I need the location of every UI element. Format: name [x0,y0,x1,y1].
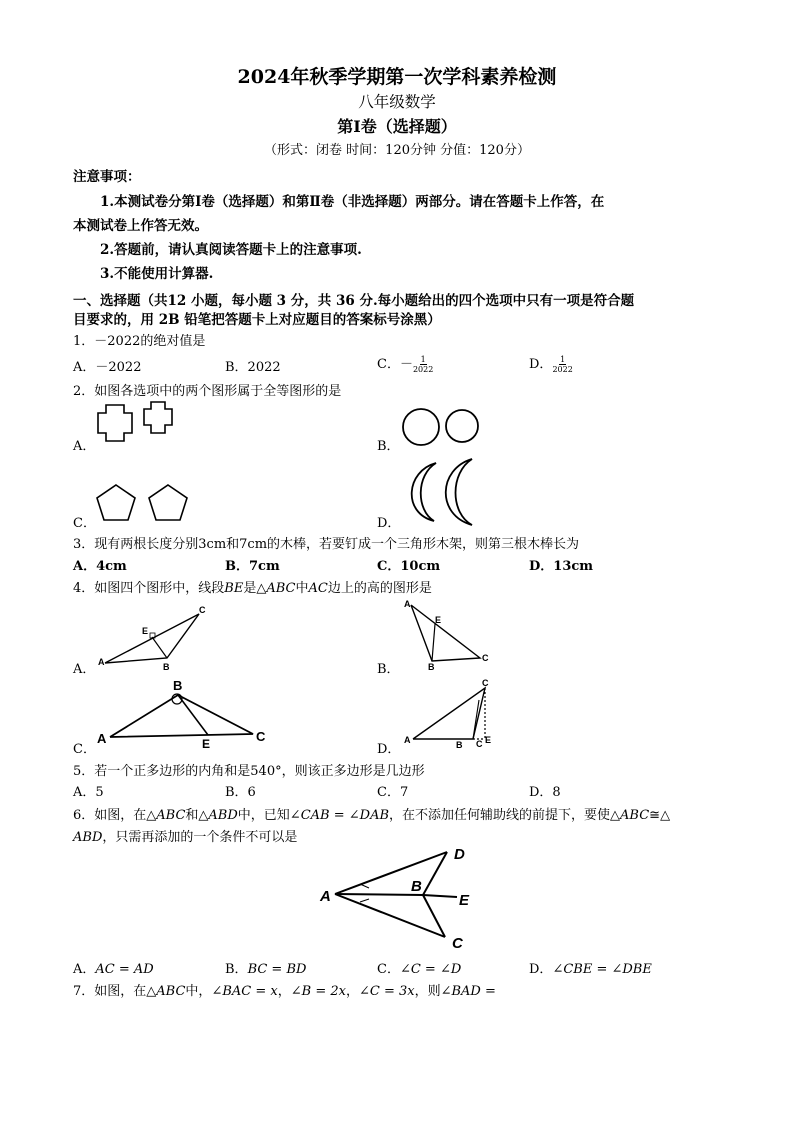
q6-option-c [377,958,461,977]
subject-title: 八年级数学 [358,93,436,111]
q6-stem-part4: ，只需再添加的一个条件不可以是 [102,830,298,845]
q6-stem-cab: CAB [300,808,330,823]
q1-d-denominator: 2022 [552,365,573,374]
q7-stem-abc: ABC [156,984,186,999]
q7-stem [73,980,496,999]
q4b-label-c: C [482,653,489,663]
q1-c-numerator: 1 [420,355,426,364]
q4-stem-part3: 中 [295,581,309,596]
q4a-label-a: A [98,657,105,667]
q4d-label-e: E [485,735,492,745]
q6-label-a: A [320,888,331,905]
notice-item-1-cont: 本测试卷上作答无效。 [73,218,208,234]
q3-option-a: A．4cm [73,559,127,574]
q6-option-a [73,958,154,977]
q6-stem-part2: 中，已知∠ [237,808,301,823]
q6-figure [315,842,490,954]
q4-stem-part4: 边上的高的图形是 [327,581,432,596]
q5-option-d: D．8 [529,785,561,800]
q4-option-b: B． [377,662,400,677]
q4-figure-c [93,675,278,750]
q6-stem-line1 [73,804,670,823]
q6-stem-and: 和△ [185,808,209,823]
q5-option-a: A．5 [73,785,104,800]
exam-meta: （形式：闭卷 时间：120分钟 分值：120分） [264,143,530,158]
q6-label-e: E [459,892,470,909]
q4-stem [73,577,432,596]
q6-stem-part3: ，在不添加任何辅助线的前提下，要使△ [389,808,621,823]
q4-stem-part2: 是△ [243,581,267,596]
q3-option-d: D．13cm [529,559,594,574]
q6-stem-dab: DAB [359,808,390,823]
q4-stem-be: BE [224,581,244,596]
part-title: 第Ⅰ卷（选择题） [337,117,457,136]
q1-option-c [377,353,433,374]
q6-stem-abd2: ABD [73,830,103,845]
q2-stem: 2．如图各选项中的两个图形属于全等图形的是 [73,384,342,399]
q6-option-d [529,958,652,977]
q6-label-c: C [452,935,463,952]
q4-stem-part1: 4．如图四个图形中，线段 [73,581,225,596]
q1-d-numerator: 1 [560,355,566,364]
notice-item-2: 2.答题前，请认真阅读答题卡上的注意事项. [100,242,362,258]
q7-expr-b: ∠B = 2x [290,984,346,999]
q4a-label-b: B [163,662,170,672]
q7-stem-part2: 中， [185,984,212,999]
q6-option-d-prefix: D． [529,962,553,977]
q6-option-a-expr: AC = AD [95,962,154,977]
q4-option-c: C． [73,742,96,757]
q6-option-a-prefix: A． [73,962,96,977]
q1-stem: 1．－2022的绝对值是 [73,334,206,349]
q4c-label-a: A [97,731,107,746]
q4b-label-e: E [435,615,442,625]
q2-figure-b-circles [398,405,488,447]
section-heading-cont: 目要求的，用 2B 铅笔把答题卡上对应题目的答案标号涂黑） [73,312,441,328]
q4b-label-b: B [428,662,435,672]
q4d-label-c2: C [476,739,483,749]
q1-option-a: A．－2022 [73,360,142,375]
q7-sep2: ， [345,984,359,999]
q2-option-c: C． [73,516,96,531]
q2-figure-a-crosses [95,400,185,445]
q2-option-a: A． [73,439,96,454]
q6-option-d-expr: ∠CBE = ∠DBE [552,962,652,977]
q1-option-d [529,353,573,374]
q7-sep1: ， [277,984,291,999]
q2-figure-c-pentagons [93,480,198,525]
q4c-label-c: C [256,729,266,744]
notice-item-1: 1.本测试卷分第Ⅰ卷（选择题）和第Ⅱ卷（非选择题）两部分。请在答题卡上作答，在 [100,194,605,210]
q6-stem-abc: ABC [156,808,186,823]
q5-stem: 5．若一个正多边形的内角和是540°，则该正多边形是几边形 [73,764,425,779]
q3-option-b: B．7cm [225,559,280,574]
q7-stem-part3: ，则 [414,984,441,999]
q4c-label-b: B [173,678,183,693]
q4-stem-ac: AC [308,581,328,596]
q1-option-c-fraction [413,355,433,374]
q5-option-c: C．7 [377,785,409,800]
page-title: 2024年秋季学期第一次学科素养检测 [237,66,557,88]
q6-stem-abc2: ABC [620,808,650,823]
q4a-label-e: E [142,626,149,636]
q6-stem-line2 [73,826,297,845]
section-heading: 一、选择题（共12 小题，每小题 3 分，共 36 分.每小题给出的四个选项中只有一项是符合题 [73,293,635,309]
q4-stem-abc: ABC [266,581,296,596]
q4-figure-a [95,603,215,673]
q7-stem-part1: 7．如图，在△ [73,984,157,999]
q4-figure-d [398,677,503,752]
q1-c-denominator: 2022 [412,365,434,374]
q4-option-d: D． [377,742,401,757]
q4a-label-c: C [199,605,206,615]
q6-stem-abd: ABD [208,808,238,823]
q6-stem-eq: = ∠ [329,808,360,823]
q2-option-b: B． [377,439,400,454]
q2-option-d: D． [377,516,401,531]
q7-expr-c: ∠C = 3x [358,984,415,999]
q6-stem-cong: ≅△ [649,808,671,823]
q1-option-d-prefix: D． [529,357,553,372]
q3-option-c: C．10cm [377,559,441,574]
q7-expr-bad: ∠BAD = [440,984,496,999]
notice-item-3: 3.不能使用计算器. [100,266,214,282]
q7-expr-bac: ∠BAC = x [211,984,278,999]
q6-label-d: D [454,846,465,863]
q6-option-b-prefix: B． [225,962,248,977]
q3-stem: 3．现有两根长度分别3cm和7cm的木棒，若要钉成一个三角形木架，则第三根木棒长为 [73,537,580,552]
q4-option-a: A． [73,662,96,677]
q4d-label-b: B [456,740,463,750]
q6-option-b-expr: BC = BD [247,962,307,977]
q1-option-c-prefix: C．－ [377,357,413,372]
q4c-label-e: E [202,737,211,751]
q5-option-b: B．6 [225,785,256,800]
q6-label-b: B [411,878,422,895]
q2-figure-d-crescents [398,455,488,525]
q4d-label-c: C [482,678,489,688]
q4b-label-a: A [404,599,411,609]
q6-option-c-prefix: C． [377,962,400,977]
q6-option-b [225,958,306,977]
q4-figure-b [398,597,503,672]
notice-heading: 注意事项： [73,169,141,185]
q6-option-c-expr: ∠C = ∠D [399,962,462,977]
q1-option-d-fraction [552,355,572,374]
q6-stem-part1: 6．如图，在△ [73,808,157,823]
q1-option-b: B．2022 [225,360,281,375]
q4d-label-a: A [404,735,411,745]
